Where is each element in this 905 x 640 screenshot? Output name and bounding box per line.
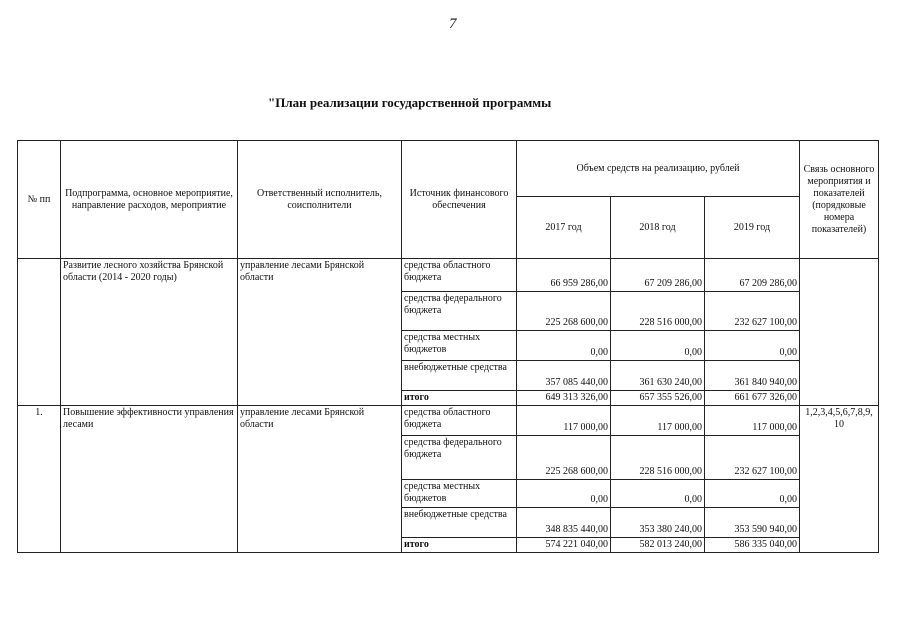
total-2017: 649 313 326,00	[517, 391, 611, 406]
header-num: № пп	[18, 141, 61, 259]
value-2019: 0,00	[705, 480, 800, 508]
indicator-link	[800, 259, 879, 406]
value-2018: 361 630 240,00	[611, 361, 705, 391]
funding-source: средства федерального бюджета	[402, 292, 517, 331]
total-2018: 582 013 240,00	[611, 538, 705, 553]
header-subprogram: Подпрограмма, основное мероприятие, направление расходов, мероприятие	[61, 141, 238, 259]
value-2019: 67 209 286,00	[705, 259, 800, 292]
funding-source: средства федерального бюджета	[402, 436, 517, 480]
value-2017: 225 268 600,00	[517, 436, 611, 480]
value-2017: 0,00	[517, 480, 611, 508]
executor-name: управление лесами Брянской области	[238, 259, 402, 406]
value-2018: 353 380 240,00	[611, 508, 705, 538]
value-2017: 225 268 600,00	[517, 292, 611, 331]
value-2019: 353 590 940,00	[705, 508, 800, 538]
funding-source-total: итого	[402, 391, 517, 406]
value-2018: 117 000,00	[611, 406, 705, 436]
funding-source: средства областного бюджета	[402, 406, 517, 436]
page-number: 7	[449, 16, 457, 32]
value-2017: 66 959 286,00	[517, 259, 611, 292]
indicator-link: 1,2,3,4,5,6,7,8,9, 10	[800, 406, 879, 553]
value-2019: 232 627 100,00	[705, 292, 800, 331]
header-year-2019: 2019 год	[705, 197, 800, 259]
total-2019: 586 335 040,00	[705, 538, 800, 553]
header-year-2017: 2017 год	[517, 197, 611, 259]
plan-table	[17, 140, 879, 553]
header-volume: Объем средств на реализацию, рублей	[517, 141, 800, 197]
value-2017: 117 000,00	[517, 406, 611, 436]
executor-name: управление лесами Брянской области	[238, 406, 402, 553]
value-2019: 361 840 940,00	[705, 361, 800, 391]
value-2017: 0,00	[517, 331, 611, 361]
value-2019: 0,00	[705, 331, 800, 361]
value-2018: 67 209 286,00	[611, 259, 705, 292]
value-2018: 0,00	[611, 480, 705, 508]
total-2017: 574 221 040,00	[517, 538, 611, 553]
value-2018: 228 516 000,00	[611, 292, 705, 331]
funding-source: средства местных бюджетов	[402, 331, 517, 361]
header-executor: Ответственный исполнитель, соисполнители	[238, 141, 402, 259]
value-2018: 228 516 000,00	[611, 436, 705, 480]
table-row	[18, 406, 879, 436]
funding-source-total: итого	[402, 538, 517, 553]
funding-source: средства областного бюджета	[402, 259, 517, 292]
subprogram-name: Повышение эффективности управления лесами	[61, 406, 238, 553]
value-2019: 117 000,00	[705, 406, 800, 436]
funding-source: внебюджетные средства	[402, 361, 517, 391]
document-title: "План реализации государственной программы	[268, 95, 552, 110]
header-link: Связь основного мероприятия и показателей (порядковые номера показателей)	[800, 141, 879, 259]
value-2019: 232 627 100,00	[705, 436, 800, 480]
value-2018: 0,00	[611, 331, 705, 361]
table-row	[18, 259, 879, 292]
value-2017: 348 835 440,00	[517, 508, 611, 538]
value-2017: 357 085 440,00	[517, 361, 611, 391]
total-2018: 657 355 526,00	[611, 391, 705, 406]
header-year-2018: 2018 год	[611, 197, 705, 259]
header-source: Источник финансового обеспечения	[402, 141, 517, 259]
funding-source: внебюджетные средства	[402, 508, 517, 538]
row-number	[18, 259, 61, 406]
funding-source: средства местных бюджетов	[402, 480, 517, 508]
row-number: 1.	[18, 406, 61, 553]
subprogram-name: Развитие лесного хозяйства Брянской области (2014 - 2020 годы)	[61, 259, 238, 406]
total-2019: 661 677 326,00	[705, 391, 800, 406]
